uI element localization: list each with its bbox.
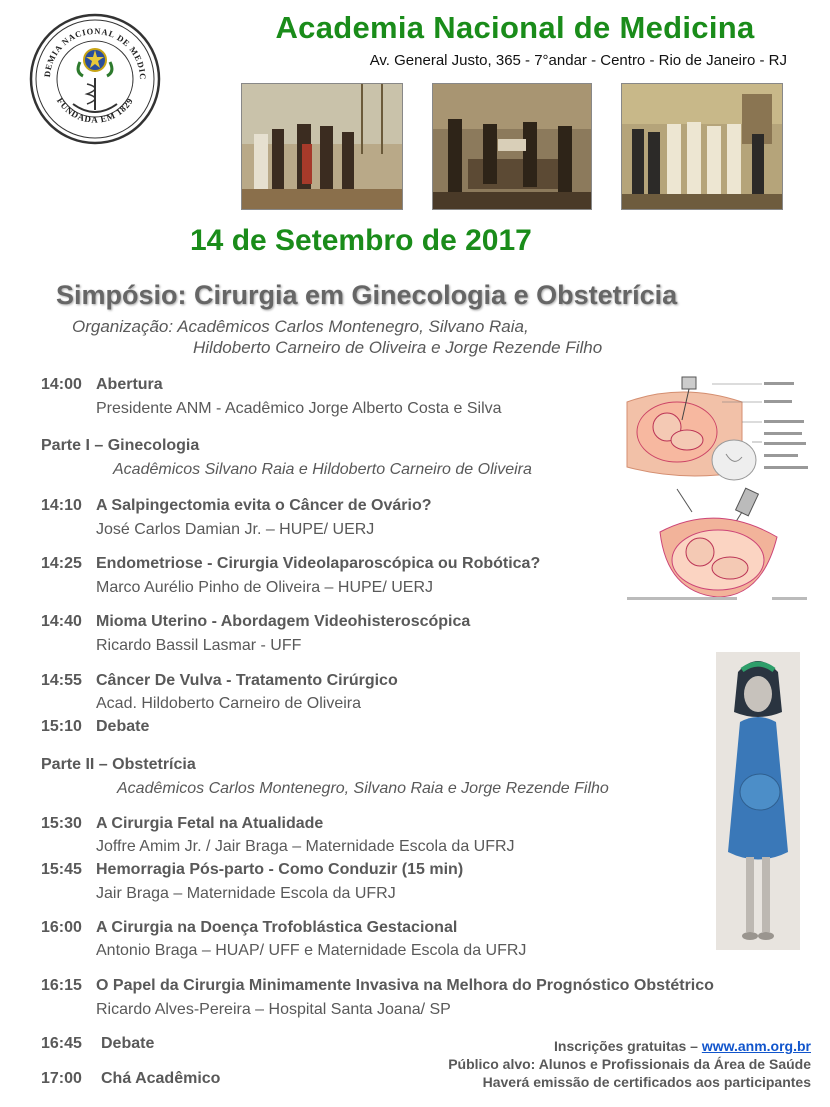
fetal-surgery-illustration <box>622 372 818 610</box>
session-1530-speaker: Joffre Amim Jr. / Jair Braga – Maternidade Escola da UFRJ <box>96 838 515 855</box>
session-1510-title: Debate <box>96 718 150 735</box>
session-1425-title: Endometriose - Cirurgia Videolaparoscópica ou Robótica? <box>96 555 541 572</box>
historical-painting-2 <box>432 83 592 210</box>
session-1545-title: Hemorragia Pós-parto - Como Conduzir (15 min) <box>96 861 464 878</box>
part-2-heading: Parte II – Obstetrícia <box>41 756 196 773</box>
symposium-title: Simpósio: Cirurgia em Ginecologia e Obstetrícia <box>56 280 678 310</box>
session-1425-speaker: Marco Aurélio Pinho de Oliveira – HUPE/ UERJ <box>96 579 434 596</box>
target-audience: Público alvo: Alunos e Profissionais da Área de Saúde <box>448 1056 811 1072</box>
time-1615: 16:15 <box>41 977 82 994</box>
registration-text: Inscrições gratuitas – <box>554 1038 702 1054</box>
organizers-line-2: Hildoberto Carneiro de Oliveira e Jorge Rezende Filho <box>193 338 603 357</box>
academy-address: Av. General Justo, 365 - 7°andar - Centro - Rio de Janeiro - RJ <box>369 52 787 69</box>
event-date: 14 de Setembro de 2017 <box>190 224 532 257</box>
session-1600-speaker: Antonio Braga – HUAP/ UFF e Maternidade Escola da UFRJ <box>96 942 527 959</box>
session-1455-title: Câncer De Vulva - Tratamento Cirúrgico <box>96 672 398 689</box>
seal-top-text: DEMIA NACIONAL DE MEDIC <box>41 25 149 81</box>
session-1615-speaker: Ricardo Alves-Pereira – Hospital Santa Joana/ SP <box>96 1001 451 1018</box>
time-1645: 16:45 <box>41 1035 82 1052</box>
time-1510: 15:10 <box>41 718 82 735</box>
part-1-heading: Parte I – Ginecologia <box>41 437 200 454</box>
time-1440: 14:40 <box>41 613 82 630</box>
session-opening-speaker: Presidente ANM - Acadêmico Jorge Alberto Costa e Silva <box>96 400 502 417</box>
part-2-chairs: Acadêmicos Carlos Montenegro, Silvano Raia e Jorge Rezende Filho <box>117 780 609 797</box>
session-1645-title: Debate <box>101 1035 155 1052</box>
part-1-chairs: Acadêmicos Silvano Raia e Hildoberto Carneiro de Oliveira <box>113 461 532 478</box>
website-link[interactable]: www.anm.org.br <box>701 1038 811 1054</box>
session-1530-title: A Cirurgia Fetal na Atualidade <box>96 815 324 832</box>
session-1615-title: O Papel da Cirurgia Minimamente Invasiva na Melhora do Prognóstico Obstétrico <box>96 977 714 994</box>
session-1600-title: A Cirurgia na Doença Trofoblástica Gestacional <box>96 919 458 936</box>
registration-info <box>554 1038 811 1054</box>
session-1455-speaker: Acad. Hildoberto Carneiro de Oliveira <box>96 695 362 712</box>
historical-painting-1 <box>241 83 403 210</box>
organizers-line-1: Organização: Acadêmicos Carlos Montenegro, Silvano Raia, <box>72 317 529 336</box>
time-1455: 14:55 <box>41 672 82 689</box>
session-1545-speaker: Jair Braga – Maternidade Escola da UFRJ <box>96 885 396 902</box>
time-1425: 14:25 <box>41 555 82 572</box>
historical-painting-3 <box>621 83 783 210</box>
session-1440-speaker: Ricardo Bassil Lasmar - UFF <box>96 637 302 654</box>
session-1410-speaker: José Carlos Damian Jr. – HUPE/ UERJ <box>96 521 375 538</box>
time-1400: 14:00 <box>41 376 82 393</box>
session-1440-title: Mioma Uterino - Abordagem Videohisteroscópica <box>96 613 471 630</box>
academy-name: Academia Nacional de Medicina <box>275 10 755 45</box>
time-1545: 15:45 <box>41 861 82 878</box>
time-1700: 17:00 <box>41 1070 82 1087</box>
time-1410: 14:10 <box>41 497 82 514</box>
seal-bottom-text: FUNDADA EM 1829 <box>54 95 136 125</box>
session-opening: Abertura <box>96 376 163 393</box>
session-1700-title: Chá Acadêmico <box>101 1070 221 1087</box>
time-1600: 16:00 <box>41 919 82 936</box>
session-1410-title: A Salpingectomia evita o Câncer de Ovário? <box>96 497 432 514</box>
time-1530: 15:30 <box>41 815 82 832</box>
certificates-note: Haverá emissão de certificados aos participantes <box>482 1074 811 1090</box>
academy-seal-logo <box>28 12 162 146</box>
girl-sculpture-image <box>716 652 800 950</box>
